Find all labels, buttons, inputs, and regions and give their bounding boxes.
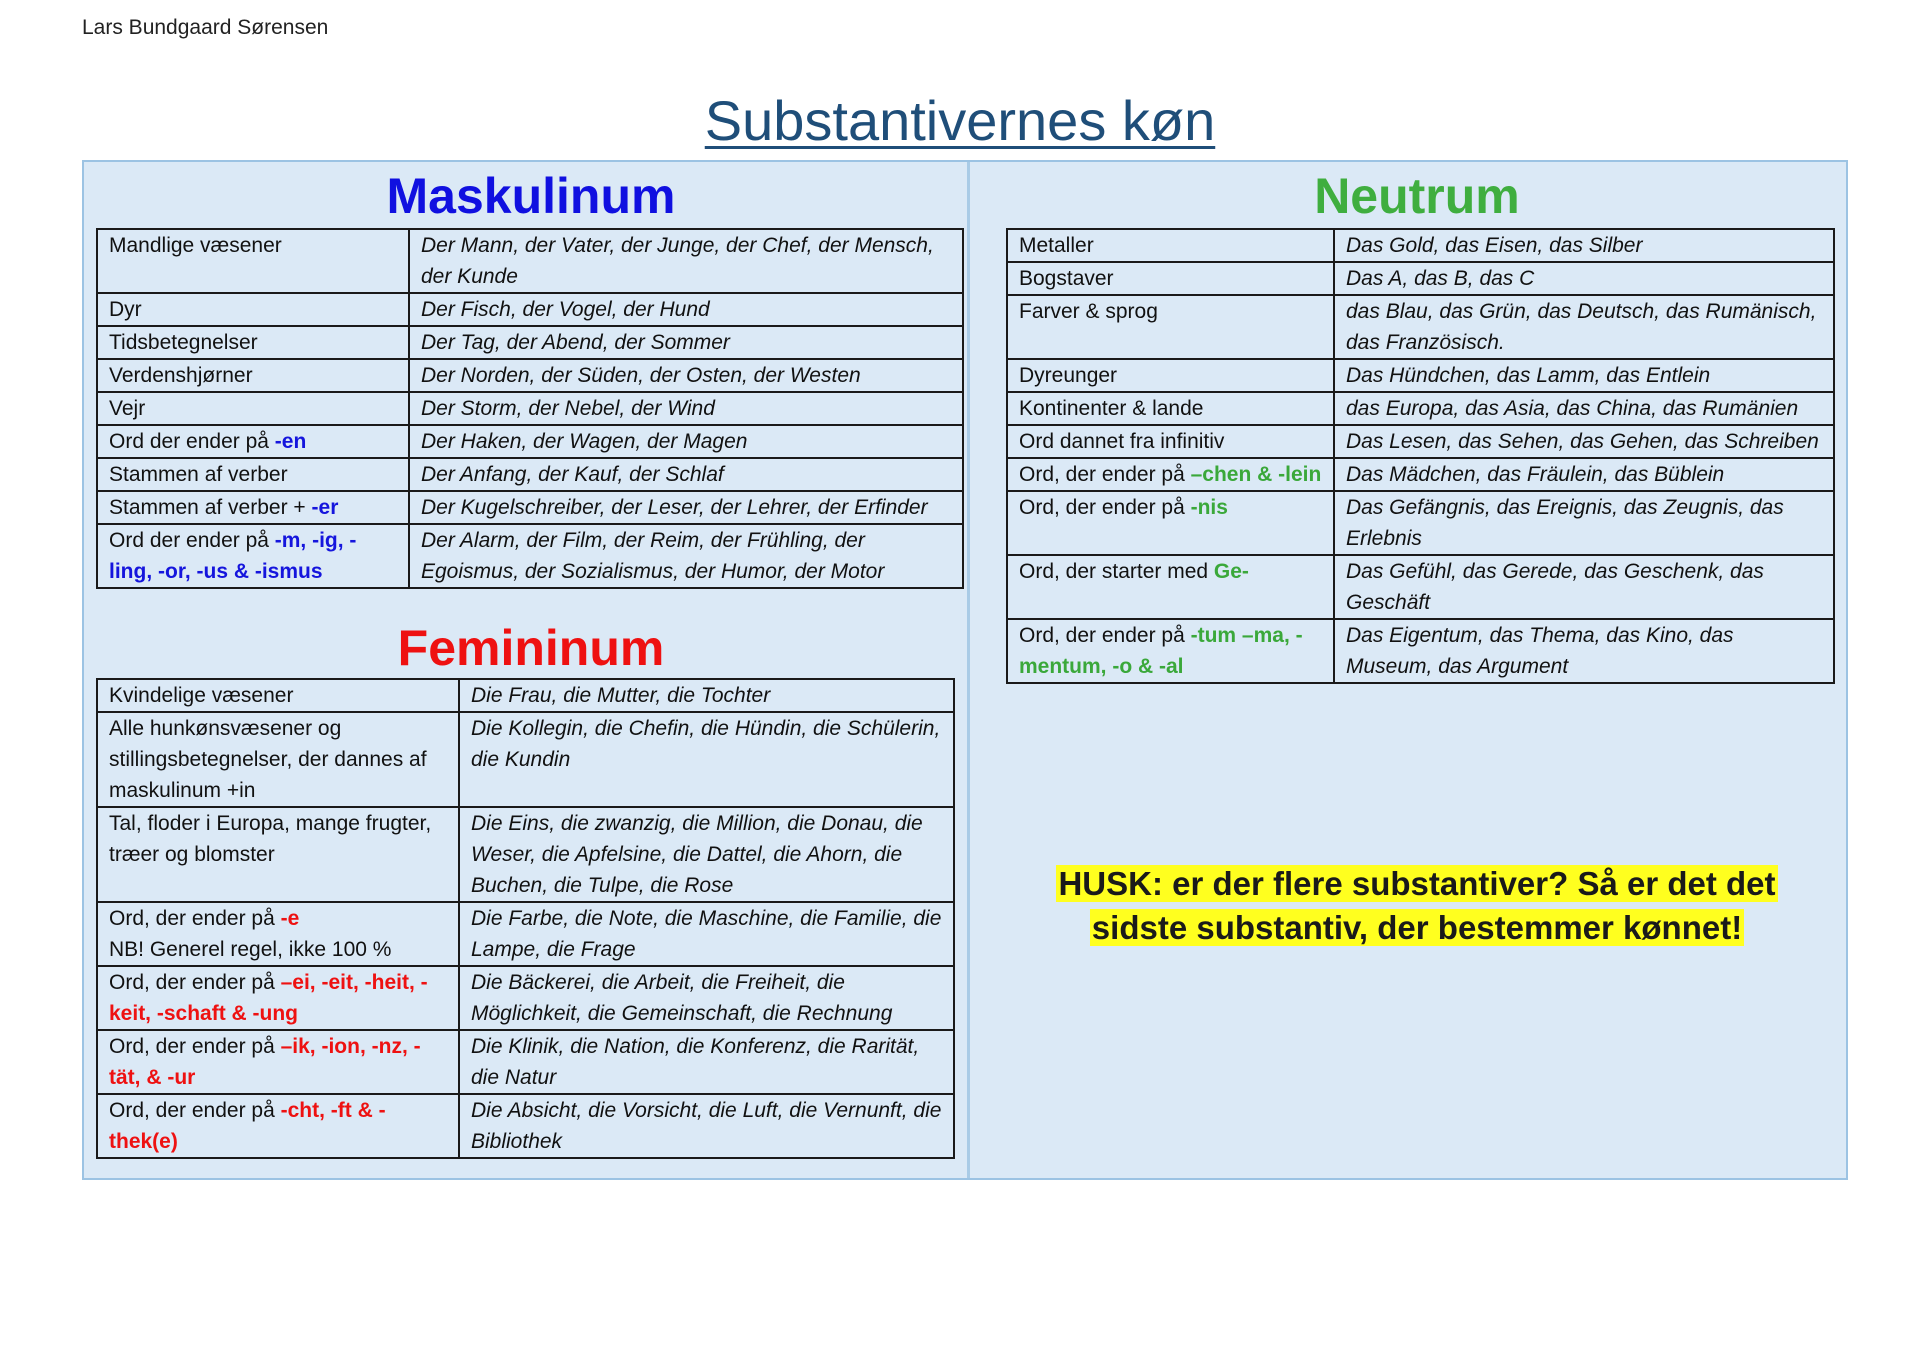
femininum-table xyxy=(96,678,955,1159)
femininum-row xyxy=(97,902,954,966)
ending-suffix: –chen & -lein xyxy=(1190,463,1322,486)
maskulinum-row xyxy=(97,392,963,425)
maskulinum-rule-cell xyxy=(97,425,409,458)
page-title: Substantivernes køn xyxy=(704,89,1216,152)
rule-text: Tal, floder i Europa, mange frugter, træer og blomster xyxy=(109,812,432,866)
rule-text: Ord, der ender på xyxy=(1019,496,1191,519)
rule-text: Vejr xyxy=(109,397,146,420)
maskulinum-row xyxy=(97,229,963,293)
maskulinum-rule-cell xyxy=(97,491,409,524)
neutrum-rule-cell xyxy=(1007,458,1334,491)
femininum-examples-cell: Die Klinik, die Nation, die Konferenz, die Rarität, die Natur xyxy=(459,1030,954,1094)
femininum-rule-cell xyxy=(97,679,459,712)
neutrum-examples-cell: Das Mädchen, das Fräulein, das Büblein xyxy=(1334,458,1834,491)
neutrum-row xyxy=(1007,392,1834,425)
husk-line-1: HUSK: er der flere substantiver? Så er det det xyxy=(1058,865,1776,902)
rule-text: Ord, der starter med xyxy=(1019,560,1214,583)
rule-text: Ord, der ender på xyxy=(109,1099,281,1122)
femininum-row xyxy=(97,712,954,807)
femininum-row xyxy=(97,1030,954,1094)
rule-text: Mandlige væsener xyxy=(109,234,282,257)
neutrum-rule-cell xyxy=(1007,425,1334,458)
neutrum-rule-cell xyxy=(1007,392,1334,425)
rule-text: Alle hunkønsvæsener og stillingsbetegnelser, der dannes af maskulinum +in xyxy=(109,717,427,802)
neutrum-table xyxy=(1006,228,1835,684)
rule-text: Ord, der ender på xyxy=(109,1035,281,1058)
neutrum-rule-cell xyxy=(1007,555,1334,619)
maskulinum-row xyxy=(97,293,963,326)
neutrum-row xyxy=(1007,458,1834,491)
neutrum-examples-cell: Das Gold, das Eisen, das Silber xyxy=(1334,229,1834,262)
ending-suffix: -m, -ig, -ling, -or, -us & -ismus xyxy=(109,529,357,583)
ending-suffix: Ge- xyxy=(1213,560,1249,583)
rule-text: Verdenshjørner xyxy=(109,364,253,387)
neutrum-heading: Neutrum xyxy=(1314,168,1520,224)
neutrum-rule-cell xyxy=(1007,229,1334,262)
neutrum-row xyxy=(1007,619,1834,683)
femininum-examples-cell: Die Frau, die Mutter, die Tochter xyxy=(459,679,954,712)
neutrum-examples-cell: Das Eigentum, das Thema, das Kino, das Museum, das Argument xyxy=(1334,619,1834,683)
neutrum-row xyxy=(1007,555,1834,619)
neutrum-row xyxy=(1007,491,1834,555)
neutrum-row xyxy=(1007,359,1834,392)
neutrum-row xyxy=(1007,262,1834,295)
rule-note: NB! Generel regel, ikke 100 % xyxy=(109,938,392,961)
maskulinum-examples-cell: Der Mann, der Vater, der Junge, der Chef, der Mensch, der Kunde xyxy=(409,229,963,293)
neutrum-rule-cell xyxy=(1007,619,1334,683)
neutrum-rule-cell xyxy=(1007,359,1334,392)
neutrum-examples-cell: Das A, das B, das C xyxy=(1334,262,1834,295)
rule-text: Stammen af verber + xyxy=(109,496,312,519)
femininum-examples-cell: Die Kollegin, die Chefin, die Hündin, die Schülerin, die Kundin xyxy=(459,712,954,807)
rule-text: Stammen af verber xyxy=(109,463,288,486)
ending-suffix: -tum –ma, -mentum, -o & -al xyxy=(1019,624,1303,678)
maskulinum-examples-cell: Der Tag, der Abend, der Sommer xyxy=(409,326,963,359)
ending-suffix: -nis xyxy=(1190,496,1228,519)
maskulinum-row xyxy=(97,524,963,588)
rule-text: Bogstaver xyxy=(1019,267,1114,290)
rule-text: Dyr xyxy=(109,298,142,321)
femininum-heading: Femininum xyxy=(397,620,665,676)
femininum-rule-cell xyxy=(97,966,459,1030)
femininum-rule-cell xyxy=(97,712,459,807)
maskulinum-row xyxy=(97,359,963,392)
neutrum-rule-cell xyxy=(1007,262,1334,295)
maskulinum-rule-cell xyxy=(97,524,409,588)
maskulinum-rule-cell xyxy=(97,326,409,359)
maskulinum-examples-cell: Der Alarm, der Film, der Reim, der Frühling, der Egoismus, der Sozialismus, der Humor, der Motor xyxy=(409,524,963,588)
rule-text: Ord der ender på xyxy=(109,529,275,552)
maskulinum-examples-cell: Der Anfang, der Kauf, der Schlaf xyxy=(409,458,963,491)
neutrum-row xyxy=(1007,425,1834,458)
rule-text: Ord der ender på xyxy=(109,430,275,453)
rule-text: Tidsbetegnelser xyxy=(109,331,258,354)
maskulinum-heading: Maskulinum xyxy=(386,168,676,224)
maskulinum-rule-cell xyxy=(97,229,409,293)
neutrum-rule-cell xyxy=(1007,491,1334,555)
neutrum-examples-cell: Das Gefängnis, das Ereignis, das Zeugnis, das Erlebnis xyxy=(1334,491,1834,555)
rule-text: Kontinenter & lande xyxy=(1019,397,1204,420)
rule-text: Kvindelige væsener xyxy=(109,684,294,707)
femininum-row xyxy=(97,1094,954,1158)
ending-suffix: -e xyxy=(280,907,300,930)
femininum-rule-cell xyxy=(97,1094,459,1158)
neutrum-examples-cell: das Europa, das Asia, das China, das Rumänien xyxy=(1334,392,1834,425)
maskulinum-examples-cell: Der Kugelschreiber, der Leser, der Lehrer, der Erfinder xyxy=(409,491,963,524)
neutrum-examples-cell: Das Gefühl, das Gerede, das Geschenk, das Geschäft xyxy=(1334,555,1834,619)
rule-text: Dyreunger xyxy=(1019,364,1118,387)
femininum-examples-cell: Die Farbe, die Note, die Maschine, die Familie, die Lampe, die Frage xyxy=(459,902,954,966)
maskulinum-rule-cell xyxy=(97,392,409,425)
husk-line-2: sidste substantiv, der bestemmer kønnet! xyxy=(1091,909,1743,946)
neutrum-rule-cell xyxy=(1007,295,1334,359)
maskulinum-table xyxy=(96,228,964,589)
ending-suffix: -cht, -ft & -thek(e) xyxy=(109,1099,386,1153)
femininum-examples-cell: Die Absicht, die Vorsicht, die Luft, die Vernunft, die Bibliothek xyxy=(459,1094,954,1158)
maskulinum-row xyxy=(97,326,963,359)
maskulinum-row xyxy=(97,491,963,524)
neutrum-examples-cell: Das Lesen, das Sehen, das Gehen, das Schreiben xyxy=(1334,425,1834,458)
maskulinum-row xyxy=(97,458,963,491)
maskulinum-rule-cell xyxy=(97,359,409,392)
neutrum-row xyxy=(1007,229,1834,262)
maskulinum-rule-cell xyxy=(97,293,409,326)
maskulinum-rule-cell xyxy=(97,458,409,491)
ending-suffix: -er xyxy=(311,496,339,519)
author-name: Lars Bundgaard Sørensen xyxy=(82,16,329,39)
femininum-row xyxy=(97,807,954,902)
maskulinum-examples-cell: Der Storm, der Nebel, der Wind xyxy=(409,392,963,425)
ending-suffix: -en xyxy=(274,430,307,453)
neutrum-examples-cell: Das Hündchen, das Lamm, das Entlein xyxy=(1334,359,1834,392)
femininum-rule-cell xyxy=(97,807,459,902)
rule-text: Ord, der ender på xyxy=(109,907,281,930)
column-divider xyxy=(967,162,970,1178)
ending-suffix: –ik, -ion, -nz, -tät, & -ur xyxy=(109,1035,421,1089)
maskulinum-examples-cell: Der Norden, der Süden, der Osten, der Westen xyxy=(409,359,963,392)
rule-text: Ord, der ender på xyxy=(1019,624,1191,647)
maskulinum-examples-cell: Der Haken, der Wagen, der Magen xyxy=(409,425,963,458)
rule-text: Ord, der ender på xyxy=(109,971,281,994)
maskulinum-examples-cell: Der Fisch, der Vogel, der Hund xyxy=(409,293,963,326)
femininum-row xyxy=(97,679,954,712)
rule-text: Metaller xyxy=(1019,234,1094,257)
femininum-row xyxy=(97,966,954,1030)
femininum-rule-cell xyxy=(97,1030,459,1094)
husk-note xyxy=(984,862,1850,950)
rule-text: Farver & sprog xyxy=(1019,300,1158,323)
rule-text: Ord dannet fra infinitiv xyxy=(1019,430,1225,453)
maskulinum-row xyxy=(97,425,963,458)
femininum-examples-cell: Die Eins, die zwanzig, die Million, die Donau, die Weser, die Apfelsine, die Dattel, die Ahorn, die Buchen, die Tulpe, die Rose xyxy=(459,807,954,902)
femininum-examples-cell: Die Bäckerei, die Arbeit, die Freiheit, die Möglichkeit, die Gemeinschaft, die Rechnung xyxy=(459,966,954,1030)
rule-text: Ord, der ender på xyxy=(1019,463,1191,486)
ending-suffix: –ei, -eit, -heit, -keit, -schaft & -ung xyxy=(109,971,428,1025)
neutrum-examples-cell: das Blau, das Grün, das Deutsch, das Rumänisch, das Französisch. xyxy=(1334,295,1834,359)
femininum-rule-cell xyxy=(97,902,459,966)
gender-overview-panel xyxy=(82,160,1848,1180)
neutrum-row xyxy=(1007,295,1834,359)
